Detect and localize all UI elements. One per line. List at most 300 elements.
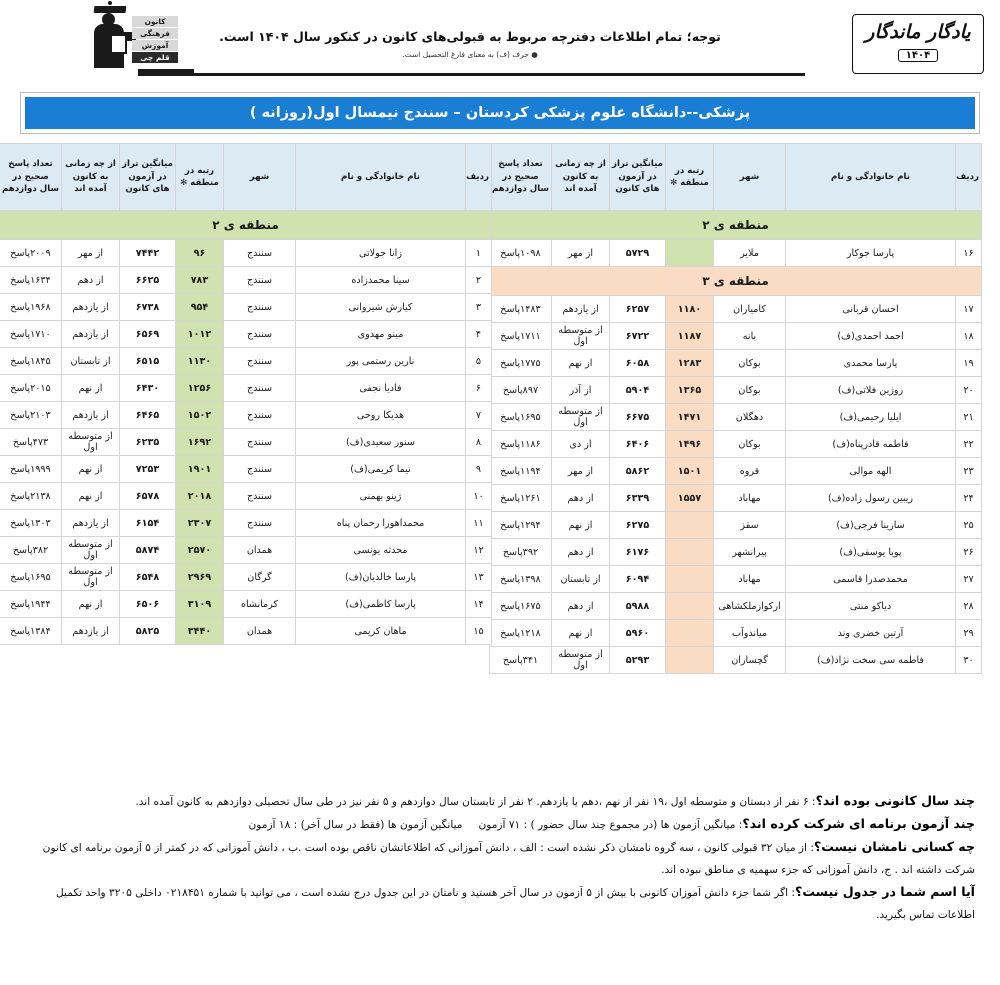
cell-row: ۲۷ [956,566,982,593]
cell-row: ۱۲ [466,537,492,564]
cell-city: همدان [224,618,296,645]
cell-since: از دهم [62,267,120,294]
cell-city: بوکان [714,350,786,377]
cell-since: از متوسطه اول [62,564,120,591]
cell-average: ۵۹۰۴ [610,377,666,404]
table-right-body [0,211,492,645]
cell-average: ۶۷۳۸ [120,294,176,321]
th-city: شهر [224,144,296,211]
cell-name: مینو مهدوی [296,321,466,348]
cell-answers: ۱۷۱۰پاسخ [0,321,62,348]
cell-city: سنندج [224,483,296,510]
cell-average: ۶۵۶۹ [120,321,176,348]
brand-name: یادگار ماندگار [865,21,971,43]
cell-row: ۲۲ [956,431,982,458]
table-row [0,456,492,483]
cell-rank: ۲۳۰۷ [176,510,224,537]
table-row [0,267,492,294]
cell-average: ۶۰۵۸ [610,350,666,377]
cell-name: ژینو بهمنی [296,483,466,510]
cell-name: پارسا کاظمی(ف) [296,591,466,618]
cell-rank: ۷۸۳ [176,267,224,294]
cell-row: ۲۱ [956,404,982,431]
cell-since: از دهم [552,539,610,566]
cell-name: آرتین خضری وند [786,620,956,647]
cell-rank: ۱۶۹۲ [176,429,224,456]
cell-name: سنور سعیدی(ف) [296,429,466,456]
cell-name: ریبین رسول زاده(ف) [786,485,956,512]
th-row: ردیف [466,144,492,211]
cell-row: ۲۹ [956,620,982,647]
cell-average: ۷۲۵۳ [120,456,176,483]
cell-average: ۶۰۹۴ [610,566,666,593]
cell-since: از متوسطه اول [62,537,120,564]
cell-city: گچساران [714,647,786,674]
cell-answers: ۳۹۲پاسخ [490,539,552,566]
cell-row: ۱۵ [466,618,492,645]
cell-answers: ۱۶۷۵پاسخ [490,593,552,620]
logo-word-4: قلم چی [132,52,178,63]
th-name: نام خانوادگی و نام [786,144,956,211]
cell-row: ۸ [466,429,492,456]
notice-primary: توجه؛ تمام اطلاعات دفترچه مربوط به قبولی‌های کانون در کنکور سال ۱۴۰۴ است. [219,29,721,44]
th-rank: رتبه در منطقه ✻ [176,144,224,211]
cell-row: ۹ [466,456,492,483]
acceptance-table-left [489,143,982,674]
table-row [490,323,982,350]
cell-since: از نهم [62,483,120,510]
th-answers: تعداد پاسخ صحیح در سال دوازدهم [0,144,62,211]
cell-row: ۱ [466,240,492,267]
cell-since: از متوسطه اول [552,404,610,431]
cell-average: ۶۷۲۲ [610,323,666,350]
cell-name: محمداهورا رحمان پناه [296,510,466,537]
cell-rank: ۱۱۳۰ [176,348,224,375]
cell-city: قروه [714,458,786,485]
cell-row: ۱۸ [956,323,982,350]
cell-since: از یازدهم [62,402,120,429]
cell-city: بوکان [714,431,786,458]
cell-rank: ۳۴۴۰ [176,618,224,645]
table-row [0,375,492,402]
table-row [490,566,982,593]
cell-rank: ۲۹۶۹ [176,564,224,591]
cell-rank: ۱۵۰۱ [666,458,714,485]
table-row [0,564,492,591]
table-row [490,404,982,431]
notice-secondary: ● حرف (ف) به معنای فارغ التحصیل است. [402,50,538,59]
cell-city: دهگلان [714,404,786,431]
cell-row: ۱۶ [956,240,982,267]
cell-since: از نهم [552,620,610,647]
section-header-region3 [490,267,982,296]
cell-name: سینا محمدزاده [296,267,466,294]
cell-since: از نهم [552,512,610,539]
table-row [0,591,492,618]
cell-row: ۲۳ [956,458,982,485]
cell-rank: ۳۱۰۹ [176,591,224,618]
cell-city: سقز [714,512,786,539]
cell-rank [666,647,714,674]
cell-row: ۵ [466,348,492,375]
cell-city: سنندج [224,456,296,483]
logo-word-1: کانون [132,16,178,27]
cell-answers: ۴۷۳پاسخ [0,429,62,456]
cell-since: از مهر [552,240,610,267]
cell-name: نیما کریمی(ف) [296,456,466,483]
cell-name: فادیا نجفی [296,375,466,402]
cell-since: از مهر [552,458,610,485]
cell-answers: ۱۰۹۸پاسخ [490,240,552,267]
cell-rank [666,539,714,566]
th-since: از چه زمانی به کانون آمده اند [62,144,120,211]
cell-since: از متوسطه اول [552,323,610,350]
section-label: منطقه ی ۳ [490,267,982,296]
cell-average: ۶۵۷۸ [120,483,176,510]
note-text: : اگر شما جزء دانش آموزان کانونی با بیش از ۵ آزمون در سال آخر هستید و نامتان در این جدول درج نشده است ، می توانید با شماره ۰۲۱۸۴۵۱ داخلی ۳۲۰۵ واحد تکمیل اطلاعات تماس بگیرید. [55,887,975,921]
note-years-at-kanoon [25,790,975,813]
cell-average: ۶۶۲۵ [120,267,176,294]
cell-rank: ۱۱۸۰ [666,296,714,323]
cell-answers: ۲۱۰۳پاسخ [0,402,62,429]
cell-answers: ۱۳۸۴پاسخ [0,618,62,645]
cell-average: ۶۲۳۵ [120,429,176,456]
cell-name: پارسا جوکار [786,240,956,267]
cell-since: از نهم [552,350,610,377]
cell-name: دیاکو منتی [786,593,956,620]
cell-row: ۲ [466,267,492,294]
cell-answers: ۱۲۶۱پاسخ [490,485,552,512]
cell-since: از نهم [62,591,120,618]
title-bar-container [20,92,980,134]
cell-rank [666,620,714,647]
table-row [490,350,982,377]
cell-since: از متوسطه اول [62,429,120,456]
table-row [490,458,982,485]
cell-rank: ۱۵۰۲ [176,402,224,429]
cell-since: از نهم [62,375,120,402]
cell-rank: ۹۵۴ [176,294,224,321]
cell-city: سنندج [224,321,296,348]
cell-answers: ۱۱۹۴پاسخ [490,458,552,485]
cell-average: ۵۹۸۸ [610,593,666,620]
kanoon-logo [80,4,192,76]
cell-rank: ۱۱۸۷ [666,323,714,350]
graduate-student-icon [88,4,132,68]
logo-word-2: فرهنگی [132,28,178,39]
cell-answers: ۱۶۹۵پاسخ [490,404,552,431]
th-city: شهر [714,144,786,211]
table-row [0,537,492,564]
cell-row: ۱۱ [466,510,492,537]
th-since: از چه زمانی به کانون آمده اند [552,144,610,211]
cell-rank: ۱۴۷۱ [666,404,714,431]
cell-city: پیرانشهر [714,539,786,566]
note-exam-count [25,813,975,836]
table-row [490,620,982,647]
cell-answers: ۱۹۴۴پاسخ [0,591,62,618]
cell-rank: ۱۵۵۷ [666,485,714,512]
cell-answers: ۲۱۳۸پاسخ [0,483,62,510]
table-row [0,240,492,267]
cell-since: از دهم [552,485,610,512]
cell-name: پارسا خالدیان(ف) [296,564,466,591]
footer-notes [25,790,975,926]
cell-since: از یازدهم [62,321,120,348]
table-right-column [2,143,492,674]
cell-answers: ۱۳۹۸پاسخ [490,566,552,593]
cell-city: بوکان [714,377,786,404]
brand-badge [852,14,984,74]
page-title: پزشکی--دانشگاه علوم پزشکی کردستان – سنندج نیمسال اول(روزانه ) [25,97,975,129]
table-row [0,402,492,429]
cell-answers: ۱۲۹۴پاسخ [490,512,552,539]
th-avg: میانگین تراز در آزمون های کانون [120,144,176,211]
th-rank: رتبه در منطقه ✻ [666,144,714,211]
cell-city: سنندج [224,294,296,321]
cell-average: ۶۶۷۵ [610,404,666,431]
logo-word-3: آموزش [132,40,178,51]
cell-average: ۶۵۰۶ [120,591,176,618]
note-text: : ۶ نفر از دبستان و متوسطه اول ،۱۹ نفر از نهم ،دهم یا یازدهم. ۲ نفر از تابستان سال دوازدهم و ۵ نفر نیز در طی سال تحصیلی دوازدهم به کانون آمده اند. [135,796,816,808]
table-row [490,240,982,267]
cell-row: ۲۴ [956,485,982,512]
cell-row: ۱۰ [466,483,492,510]
note-label: چند سال کانونی بوده اند؟ [815,793,975,808]
table-row [490,512,982,539]
cell-answers: ۳۴۱پاسخ [490,647,552,674]
table-row [490,539,982,566]
cell-average: ۵۸۶۲ [610,458,666,485]
cell-city: سنندج [224,402,296,429]
cell-rank: ۲۰۱۸ [176,483,224,510]
cell-average: ۵۷۲۹ [610,240,666,267]
cell-average: ۶۲۷۵ [610,512,666,539]
table-row [490,431,982,458]
cell-answers: ۱۶۹۵پاسخ [0,564,62,591]
table-header-row [0,144,492,211]
cell-since: از یازدهم [62,510,120,537]
cell-average: ۵۸۲۵ [120,618,176,645]
cell-name: کیارش شیروانی [296,294,466,321]
section-header-region2 [490,211,982,240]
cell-rank [666,566,714,593]
cell-rank [666,593,714,620]
section-header-region2 [0,211,492,240]
cell-row: ۲۰ [956,377,982,404]
cell-answers: ۱۱۸۶پاسخ [490,431,552,458]
cell-answers: ۱۶۳۴پاسخ [0,267,62,294]
cell-average: ۶۱۵۴ [120,510,176,537]
cell-name: هدیکا روحی [296,402,466,429]
cell-row: ۱۴ [466,591,492,618]
cell-row: ۳۰ [956,647,982,674]
cell-row: ۱۳ [466,564,492,591]
cell-average: ۶۴۶۵ [120,402,176,429]
cell-name: احسان قربانی [786,296,956,323]
cell-row: ۳ [466,294,492,321]
header-notice [190,28,750,60]
cell-row: ۱۹ [956,350,982,377]
cell-name: الهه موالی [786,458,956,485]
table-row [0,429,492,456]
cell-rank [666,512,714,539]
cell-rank: ۲۵۷۰ [176,537,224,564]
cell-rank: ۱۰۱۲ [176,321,224,348]
cell-average: ۶۱۷۶ [610,539,666,566]
cell-since: از مهر [62,240,120,267]
cell-city: کامیاران [714,296,786,323]
cell-city: کرمانشاه [224,591,296,618]
note-missing-names [25,836,975,881]
th-row: ردیف [956,144,982,211]
cell-rank: ۱۳۶۵ [666,377,714,404]
note-text-b: میانگین آزمون ها (فقط در سال آخر) : ۱۸ آزمون [248,819,463,831]
cell-row: ۶ [466,375,492,402]
cell-rank [666,240,714,267]
cell-name: فاطمه سی سخت نژاد(ف) [786,647,956,674]
page-header [0,0,1000,88]
table-row [0,294,492,321]
cell-since: از تابستان [62,348,120,375]
cell-answers: ۸۹۷پاسخ [490,377,552,404]
cell-average: ۶۴۳۰ [120,375,176,402]
table-row [490,377,982,404]
results-tables [2,143,982,674]
cell-answers: ۱۹۹۹پاسخ [0,456,62,483]
th-name: نام خانوادگی و نام [296,144,466,211]
cell-row: ۷ [466,402,492,429]
cell-city: ارکوازملکشاهی [714,593,786,620]
cell-name: روژین فلاتی(ف) [786,377,956,404]
table-row [0,483,492,510]
cell-name: ماهان کریمی [296,618,466,645]
section-label: منطقه ی ۲ [0,211,492,240]
cell-city: ملایر [714,240,786,267]
cell-since: از نهم [62,456,120,483]
cell-average: ۵۹۶۰ [610,620,666,647]
cell-answers: ۳۸۲پاسخ [0,537,62,564]
table-row [490,485,982,512]
cell-name: محدثه یونسی [296,537,466,564]
header-divider [160,73,805,76]
cell-since: از دهم [552,593,610,620]
cell-name: محمدصدرا قاسمی [786,566,956,593]
cell-rank: ۱۴۹۶ [666,431,714,458]
cell-name: نارین رستمی پور [296,348,466,375]
th-avg: میانگین تراز در آزمون های کانون [610,144,666,211]
cell-city: مهاباد [714,485,786,512]
cell-row: ۲۶ [956,539,982,566]
cell-since: از متوسطه اول [552,647,610,674]
cell-answers: ۱۴۸۳پاسخ [490,296,552,323]
th-answers: تعداد پاسخ صحیح در سال دوازدهم [490,144,552,211]
note-text-a: : میانگین آزمون ها (در مجموع چند سال حضور ) : ۷۱ آزمون [478,819,743,831]
cell-city: سنندج [224,429,296,456]
cell-since: از یازدهم [62,618,120,645]
cell-average: ۷۴۴۲ [120,240,176,267]
cell-rank: ۱۲۵۶ [176,375,224,402]
cell-average: ۶۲۵۷ [610,296,666,323]
cell-name: زانا جولاتی [296,240,466,267]
cell-answers: ۱۷۷۵پاسخ [490,350,552,377]
cell-since: از یازدهم [62,294,120,321]
note-label: آیا اسم شما در جدول نیست؟ [795,884,975,899]
cell-rank: ۱۹۰۱ [176,456,224,483]
cell-since: از آذر [552,377,610,404]
cell-rank: ۹۶ [176,240,224,267]
cell-row: ۲۵ [956,512,982,539]
cell-city: سنندج [224,375,296,402]
table-row [0,321,492,348]
note-label: چند آزمون برنامه ای شرکت کرده اند؟ [742,816,975,831]
table-row [490,593,982,620]
table-row [0,618,492,645]
cell-name: ایلیا رحیمی(ف) [786,404,956,431]
cell-answers: ۲۰۱۵پاسخ [0,375,62,402]
cell-average: ۶۵۴۸ [120,564,176,591]
cell-city: همدان [224,537,296,564]
acceptance-table-right [0,143,492,645]
cell-since: از دی [552,431,610,458]
cell-row: ۴ [466,321,492,348]
cell-since: از یازدهم [552,296,610,323]
cell-city: مهاباد [714,566,786,593]
cell-answers: ۱۹۶۸پاسخ [0,294,62,321]
cell-answers: ۱۸۴۵پاسخ [0,348,62,375]
cell-rank: ۱۲۸۳ [666,350,714,377]
table-header-row [490,144,982,211]
cell-city: سنندج [224,267,296,294]
cell-row: ۱۷ [956,296,982,323]
note-text: : از میان ۳۲ قبولی کانون ، سه گروه نامشان ذکر نشده است : الف ، دانش آموزانی که اطلاعاتشان ناقص بوده است .ب ، دانش آموزانی که در کمتر از ۵ آزمون برنامه ای کانون شرکت داشته اند . ج، دانش آموزانی که جزء سهمیه ی مناطق نبوده اند. [42,842,975,876]
table-row [0,348,492,375]
cell-answers: ۲۰۰۹پاسخ [0,240,62,267]
note-contact [25,881,975,926]
cell-name: سارینا فرجی(ف) [786,512,956,539]
brand-year: ۱۴۰۴ [898,49,938,62]
note-label: چه کسانی نامشان نیست؟ [813,839,975,854]
cell-since: از تابستان [552,566,610,593]
cell-city: سنندج [224,240,296,267]
table-row [490,647,982,674]
cell-name: پویا یوسفی(ف) [786,539,956,566]
cell-name: فاطمه قادرپناه(ف) [786,431,956,458]
cell-average: ۶۴۰۶ [610,431,666,458]
cell-average: ۵۲۹۳ [610,647,666,674]
cell-city: سنندج [224,510,296,537]
logo-wordmark [132,16,178,63]
cell-average: ۶۵۱۵ [120,348,176,375]
section-label: منطقه ی ۲ [490,211,982,240]
cell-city: میاندوآب [714,620,786,647]
cell-answers: ۱۲۱۸پاسخ [490,620,552,647]
cell-city: گرگان [224,564,296,591]
table-row [0,510,492,537]
cell-city: بانه [714,323,786,350]
cell-answers: ۱۷۱۱پاسخ [490,323,552,350]
cell-name: پارسا محمدی [786,350,956,377]
cell-answers: ۱۳۰۳پاسخ [0,510,62,537]
table-left-column [492,143,982,674]
cell-city: سنندج [224,348,296,375]
table-row [490,296,982,323]
cell-name: احمد احمدی(ف) [786,323,956,350]
table-left-body [490,211,982,674]
cell-row: ۲۸ [956,593,982,620]
cell-average: ۶۳۳۹ [610,485,666,512]
cell-average: ۵۸۷۴ [120,537,176,564]
